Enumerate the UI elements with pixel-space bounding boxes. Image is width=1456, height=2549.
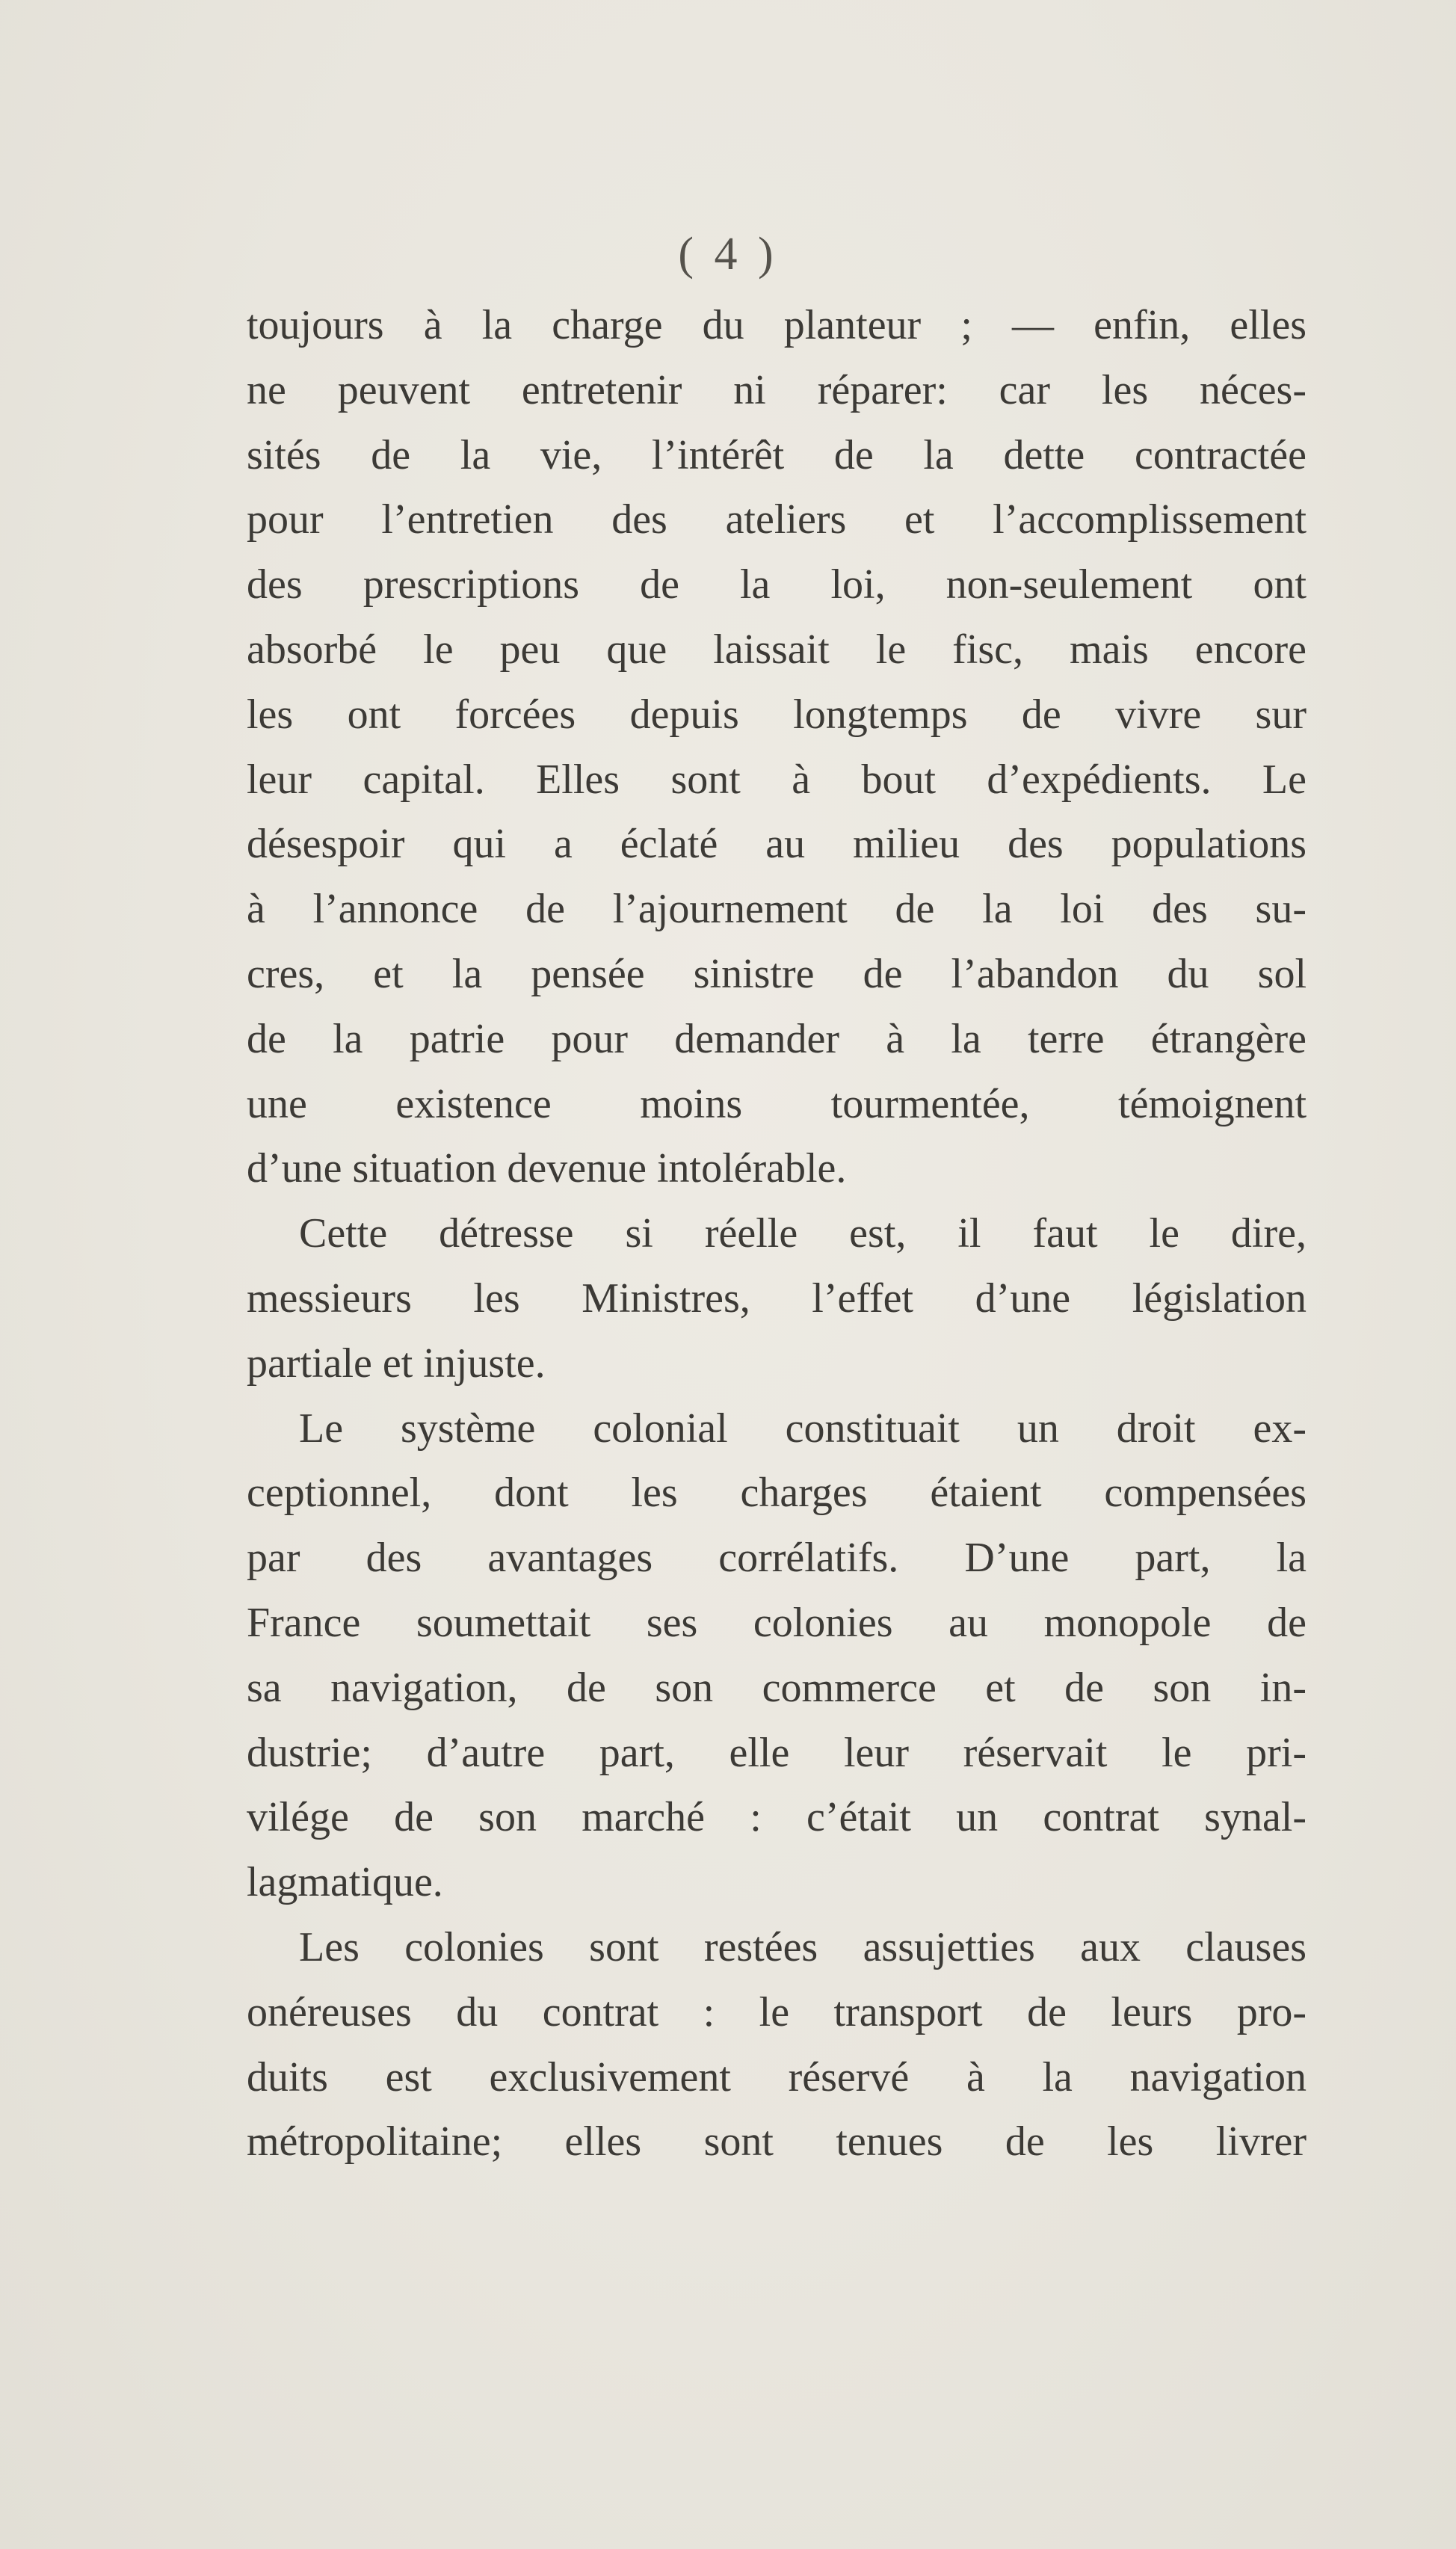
text-line: métropolitaine; elles sont tenues de les livrer [247,2118,1307,2166]
text-line: lagmatique. [247,1859,443,1906]
text-line: messieurs les Ministres, l’effet d’une législation [247,1274,1307,1322]
text-line: dustrie; d’autre part, elle leur réservait le pri- [247,1729,1307,1776]
page-number: ( 4 ) [678,229,778,280]
text-line: duits est exclusivement réservé à la navigation [247,2053,1307,2100]
text-line: Cette détresse si réelle est, il faut le dire, [299,1210,1307,1257]
text-line: désespoir qui a éclaté au milieu des populations [247,821,1307,868]
text-line: vilége de son marché : c’était un contrat synal- [247,1794,1307,1841]
text-line: à l’annonce de l’ajournement de la loi des su- [247,886,1307,933]
body-text [247,293,1307,2174]
text-line: ceptionnel, dont les charges étaient compensées [247,1470,1307,1517]
text-line: onéreuses du contrat : le transport de leurs pro- [247,1988,1307,2035]
text-line: pour l’entretien des ateliers et l’accomplissement [247,496,1307,543]
text-line: sa navigation, de son commerce et de son in- [247,1664,1307,1711]
text-line: d’une situation devenue intolérable. [247,1145,847,1192]
text-line: leur capital. Elles sont à bout d’expédients. Le [247,756,1307,803]
text-line: absorbé le peu que laissait le fisc, mais encore [247,626,1307,673]
text-line: des prescriptions de la loi, non-seulement ont [247,561,1307,608]
text-line: ne peuvent entretenir ni réparer: car les néces- [247,366,1307,413]
text-line: toujours à la charge du planteur ; — enfin, elles [247,302,1307,348]
text-line: une existence moins tourmentée, témoignent [247,1080,1307,1127]
text-line: par des avantages corrélatifs. D’une part, la [247,1535,1307,1582]
text-line: Le système colonial constituait un droit ex- [299,1405,1307,1452]
text-line: partiale et injuste. [247,1340,546,1387]
text-line: les ont forcées depuis longtemps de vivre sur [247,691,1307,738]
text-line: sités de la vie, l’intérêt de la dette contractée [247,431,1307,478]
text-line: cres, et la pensée sinistre de l’abandon du sol [247,950,1307,997]
text-line: de la patrie pour demander à la terre étrangère [247,1015,1307,1062]
text-line: Les colonies sont restées assujetties aux clauses [299,1923,1307,1970]
text-line: France soumettait ses colonies au monopole de [247,1599,1307,1646]
